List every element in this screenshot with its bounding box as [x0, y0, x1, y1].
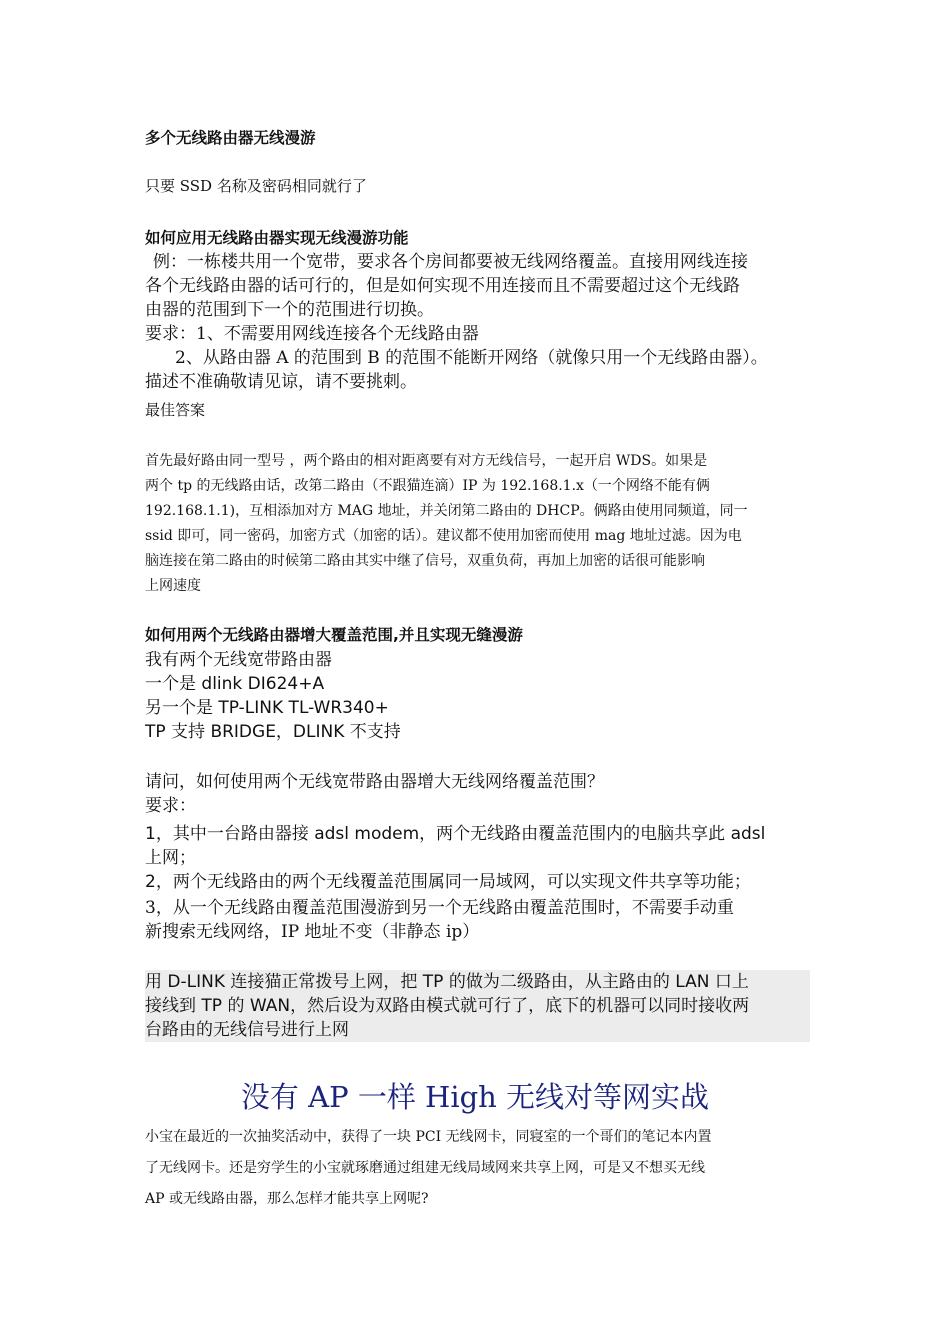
a2-line: 用 D-LINK 连接猫正常拨号上网，把 TP 的做为二级路由，从主路由的 LAN 口上 [145, 972, 749, 992]
a1-line: 上网速度 [145, 578, 201, 594]
q2-line: 另一个是 TP-LINK TL-WR340+ [145, 698, 389, 718]
heading-question-2: 如何用两个无线路由器增大覆盖范围,并且实现无缝漫游 [145, 626, 523, 644]
article-line: 小宝在最近的一次抽奖活动中，获得了一块 PCI 无线网卡，同寝室的一个哥们的笔记本内置 [145, 1129, 712, 1145]
q2-line: 我有两个无线宽带路由器 [145, 650, 332, 670]
q1-line: 要求：1、不需要用网线连接各个无线路由器 [145, 324, 479, 344]
q2-ask-line: 要求： [145, 796, 196, 816]
q2-line: TP 支持 BRIDGE，DLINK 不支持 [145, 722, 401, 742]
q2-req-line: 2，两个无线路由的两个无线覆盖范围属同一局域网，可以实现文件共享等功能； [145, 872, 751, 892]
answer-1-body [145, 449, 810, 599]
article-title: 没有 AP 一样 High 无线对等网实战 [240, 1080, 710, 1114]
q1-line: 2、从路由器 A 的范围到 B 的范围不能断开网络（就像只用一个无线路由器）。 [175, 348, 768, 368]
intro-text: 只要 SSD 名称及密码相同就行了 [145, 177, 367, 195]
q2-req3-line: 新搜索无线网络，IP 地址不变（非静态 ip） [145, 922, 480, 942]
a2-line: 台路由的无线信号进行上网 [145, 1020, 349, 1040]
q2-req3-line: 3，从一个无线路由覆盖范围漫游到另一个无线路由覆盖范围时，不需要手动重 [145, 898, 734, 918]
question-2-body [145, 648, 810, 744]
article-line: 了无线网卡。还是穷学生的小宝就琢磨通过组建无线局域网来共享上网，可是又不想买无线 [145, 1160, 705, 1176]
article-intro [145, 1122, 810, 1215]
q1-line: 例：一栋楼共用一个宽带，要求各个房间都要被无线网络覆盖。直接用网线连接 [153, 252, 748, 272]
a1-line: 首先最好路由同一型号 ，两个路由的相对距离要有对方无线信号，一起开启 WDS。如果是 [145, 453, 708, 469]
q2-req-line: 1，其中一台路由器接 adsl modem，两个无线路由覆盖范围内的电脑共享此 adsl [145, 824, 766, 844]
q1-line: 由器的范围到下一个的范围进行切换。 [145, 300, 434, 320]
q1-line: 各个无线路由器的话可行的，但是如何实现不用连接而且不需要超过这个无线路 [145, 276, 740, 296]
answer-2-highlighted [145, 970, 810, 1042]
heading-question-1: 如何应用无线路由器实现无线漫游功能 [145, 229, 409, 247]
q1-line: 描述不准确敬请见谅，请不要挑刺。 [145, 372, 417, 392]
article-line: AP 或无线路由器，那么怎样才能共享上网呢? [145, 1191, 429, 1207]
q2-line: 一个是 dlink DI624+A [145, 674, 325, 694]
best-answer-label: 最佳答案 [145, 401, 206, 419]
a1-line: 两个 tp 的无线路由话，改第二路由（不跟猫连滴）IP 为 192.168.1.x（一个网络不能有俩 [145, 478, 710, 494]
a1-line: 192.168.1.1)，互相添加对方 MAG 地址，并关闭第二路由的 DHCP。俩路由使用同频道，同一 [145, 503, 748, 519]
a1-line: ssid 即可，同一密码，加密方式（加密的话）。建议都不使用加密而使用 mag 地址过滤。因为电 [145, 528, 742, 544]
a2-line: 接线到 TP 的 WAN，然后设为双路由模式就可行了，底下的机器可以同时接收两 [145, 996, 750, 1016]
question-2-ask [145, 770, 810, 818]
question-2-requirements [145, 822, 810, 894]
a1-line: 脑连接在第二路由的时候第二路由其实中继了信号，双重负荷，再加上加密的话很可能影响 [145, 553, 705, 569]
question-1-body [145, 250, 810, 394]
question-2-requirement-3 [145, 896, 810, 944]
q2-req-line: 上网； [145, 848, 196, 868]
heading-wireless-roaming: 多个无线路由器无线漫游 [145, 129, 316, 147]
q2-ask-line: 请问，如何使用两个无线宽带路由器增大无线网络覆盖范围？ [145, 772, 604, 792]
